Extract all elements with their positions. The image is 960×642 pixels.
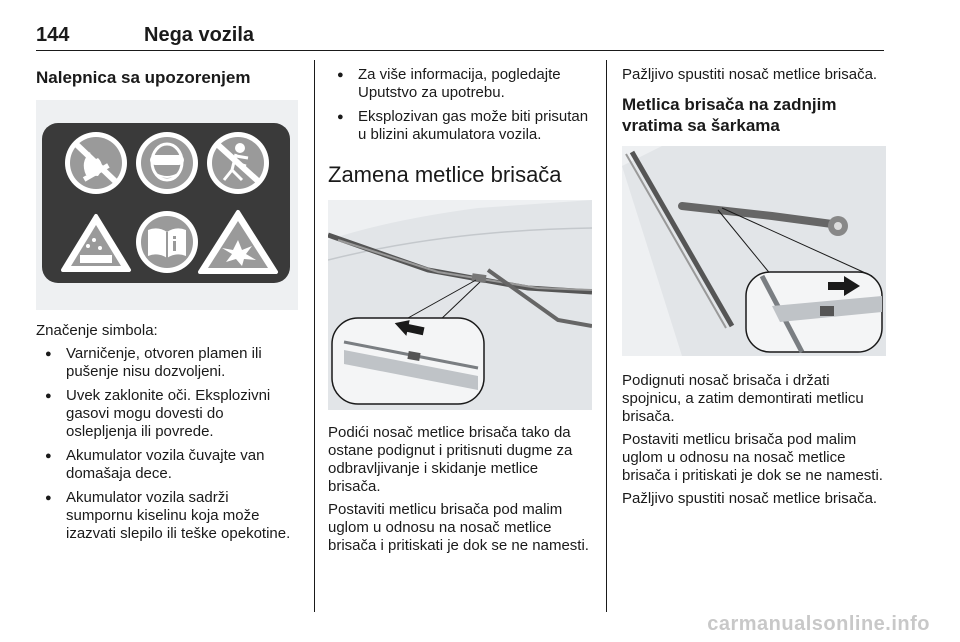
eye-protection-icon — [136, 132, 198, 194]
paragraph: Podići nosač metlice brisača tako da ostane podignut i pritisnuti dugme za odbravljivanje i skidanje metlice brisača. — [328, 424, 573, 495]
middle-column — [328, 60, 592, 560]
symbol-list — [36, 345, 298, 543]
section-heading: Metlica brisača na zadnjim vratima sa šarkama — [622, 95, 837, 135]
list-item: ● Akumulator vozila sadrži sumpornu kiselinu koja može izazvati slepilo ili teške opekotine. — [36, 489, 298, 543]
front-wiper-illustration — [328, 200, 592, 410]
page-header — [36, 22, 884, 51]
paragraph: Postaviti metlicu brisača pod malim uglom u odnosu na nosač metlice brisača i pritiskati je dok se ne namesti. — [622, 431, 883, 484]
column-divider — [606, 60, 607, 612]
symbols-intro: Značenje simbola: — [36, 322, 158, 339]
paragraph: Postaviti metlicu brisača pod malim uglom u odnosu na nosač metlice brisača i pritiskati je dok se ne namesti. — [328, 501, 589, 554]
warning-label-svg — [36, 100, 298, 310]
paragraph: Podignuti nosač brisača i držati spojnicu, a zatim demontirati metlicu brisača. — [622, 372, 864, 425]
chapter-title: Nega vozila — [144, 24, 255, 46]
list-item: ● Uvek zaklonite oči. Eksplozivni gasovi mogu dovesti do oslepljenja ili povrede. — [36, 387, 298, 441]
list-item: ● Za više informacija, pogledajte Uputstvo za upotrebu. — [328, 66, 592, 102]
page-number: 144 — [36, 24, 70, 46]
paragraph: Pažljivo spustiti nosač metlice brisača. — [622, 66, 878, 83]
section-heading: Nalepnica sa upozorenjem — [36, 68, 251, 87]
rear-wiper-svg — [622, 146, 886, 356]
section-heading: Zamena metlice brisača — [328, 162, 562, 187]
front-wiper-svg — [328, 200, 592, 410]
rear-wiper-illustration — [622, 146, 886, 356]
column-divider — [314, 60, 315, 612]
list-item: ● Varničenje, otvoren plamen ili pušenje nisu dozvoljeni. — [36, 345, 298, 381]
keep-children-away-icon — [207, 132, 269, 194]
left-column — [36, 60, 298, 549]
warning-label-illustration — [36, 100, 298, 310]
list-item: ● Eksplozivan gas može biti prisutan u blizini akumulatora vozila. — [328, 108, 592, 144]
read-manual-icon — [136, 211, 198, 273]
no-smoking-flame-icon — [65, 132, 127, 194]
list-item: ● Akumulator vozila čuvajte van domašaja dece. — [36, 447, 298, 483]
info-list — [328, 66, 592, 144]
watermark: carmanualsonline.info — [707, 613, 930, 635]
paragraph: Pažljivo spustiti nosač metlice brisača. — [622, 490, 878, 507]
right-column — [622, 60, 888, 513]
